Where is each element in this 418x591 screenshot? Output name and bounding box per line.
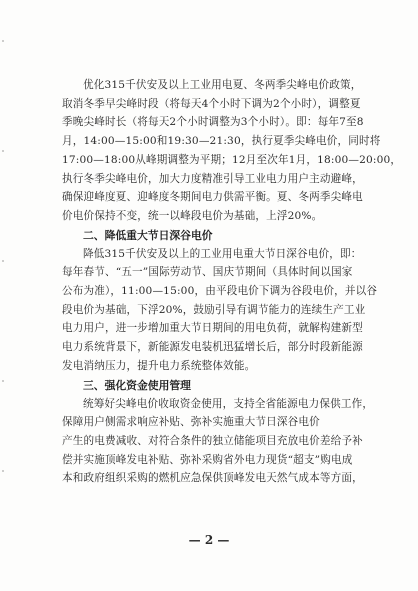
paragraph-2-line-4: 段电价为基础，下浮20%，鼓励引导有调节能力的连续生产工业: [62, 303, 366, 316]
paragraph-3-line-3: 产生的电费减收、对符合条件的独立储能项目充放电价差给予补: [62, 434, 363, 447]
section-heading-2: 二、降低重大节日深谷电价: [83, 228, 213, 242]
paragraph-1-line-7: 确保迎峰度夏、迎峰度冬期间电力供需平衡。夏、冬两季尖峰电: [62, 191, 363, 204]
paragraph-1-line-1: 优化315千伏安及以上工业用电夏、冬两季尖峰电价政策，: [83, 79, 362, 91]
document-body: [62, 76, 402, 488]
paragraph-3-line-1: 统筹好尖峰电价收取资金使用，支持全省能源电力保供工作，: [83, 397, 374, 410]
paragraph-1-line-6: 执行冬季尖峰电价，加大力度精准引导工业电力用户主动避峰，: [62, 172, 363, 185]
paragraph-1-line-4: 月，14:00—15:00和19:30—21:30，执行夏季尖峰电价，同时将: [62, 135, 381, 148]
section-heading-3: 三、强化资金使用管理: [83, 378, 191, 392]
paragraph-1-line-5: 17:00—18:00从峰期调整为平期；12月至次年1月，18:00—20:00，: [62, 153, 402, 166]
paragraph-1-line-8: 价电价保持不变，统一以峰段电价为基础，上浮20%。: [62, 209, 323, 222]
paragraph-2-line-5: 电力用户，进一步增加重大节日期间的用电负荷，就解构建新型: [62, 322, 363, 335]
paragraph-1-line-3: 季晚尖峰时长（将每天2个小时调整为3个小时）。即：每年7至8: [62, 116, 364, 129]
paragraph-2-line-3: 公布为准），11:00—15:00，由平段电价下调为谷段电价，并以谷: [62, 285, 378, 298]
paragraph-2-line-7: 发电消纳压力，提升电力系统整体效能。: [62, 359, 256, 372]
paragraph-2-line-2: 每年春节、“五一”国际劳动节、国庆节期间（具体时间以国家: [62, 266, 353, 279]
scan-margin-marks: [0, 0, 6, 591]
paragraph-3-line-5: 本和政府组织采购的燃机应急保供顶峰发电天然气成本等方面，: [62, 472, 363, 485]
paragraph-1-line-2: 取消冬季早尖峰时段（将每天4个小时下调为2个小时），调整夏: [62, 97, 361, 110]
paragraph-3-line-4: 偿并实施顶峰发电补贴、弥补采购省外电力现货“超支”购电成: [62, 453, 353, 466]
page-number: — 2 —: [188, 533, 230, 547]
paragraph-3-line-2: 保障用户侧需求响应补贴、弥补实施重大节日深谷电价: [62, 416, 320, 429]
paragraph-2-line-1: 降低315千伏安及以上的工业用电重大节日深谷电价，即：: [83, 247, 362, 260]
paragraph-2-line-6: 电力系统背景下，新能源发电装机迅猛增长后，部分时段新能源: [62, 341, 363, 354]
